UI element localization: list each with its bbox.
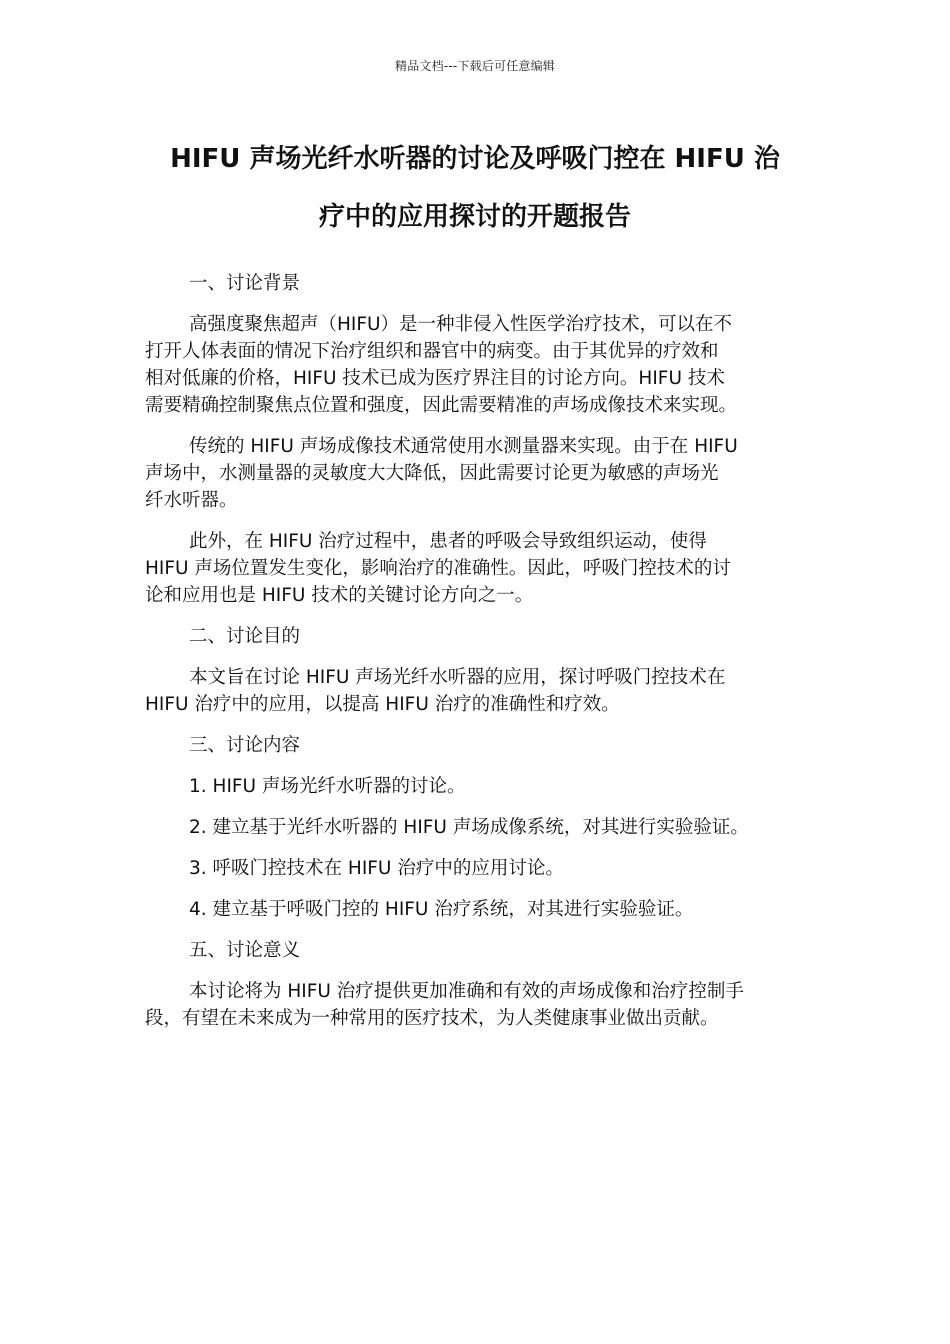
paragraph-hifu-intro: 高强度聚焦超声（HIFU）是一种非侵入性医学治疗技术，可以在不 打开人体表面的情况下治疗组织和器官中的病变。由于其优异的疗效和 相对低廉的价格，HIFU 技术已成为医疗界注目的讨论方向。HIFU 技术 需要精确控制聚焦点位置和强度，因此需要精准的声场成像技术来实现。 bbox=[145, 314, 738, 416]
paragraph-traditional-imaging: 传统的 HIFU 声场成像技术通常使用水测量器来实现。由于在 HIFU 声场中，水测量器的灵敏度大大降低，因此需要讨论更为敏感的声场光 纤水听器。 bbox=[145, 436, 738, 511]
document-title bbox=[150, 130, 800, 246]
list-item: 3. 呼吸门控技术在 HIFU 治疗中的应用讨论。 bbox=[189, 858, 564, 879]
paragraph-respiratory-gating: 此外，在 HIFU 治疗过程中，患者的呼吸会导致组织运动，使得 HIFU 声场位置发生变化，影响治疗的准确性。因此，呼吸门控技术的讨 论和应用也是 HIFU 技术的关键讨论方向之一。 bbox=[145, 531, 731, 606]
page-header: 精品文档---下载后可任意编辑 bbox=[395, 59, 555, 73]
title-line-2: 疗中的应用探讨的开题报告 bbox=[318, 202, 631, 232]
paragraph-purpose: 本文旨在讨论 HIFU 声场光纤水听器的应用，探讨呼吸门控技术在 HIFU 治疗中的应用，以提高 HIFU 治疗的准确性和疗效。 bbox=[145, 667, 726, 715]
list-item: 4. 建立基于呼吸门控的 HIFU 治疗系统，对其进行实验验证。 bbox=[189, 899, 694, 920]
title-line-1: HIFU 声场光纤水听器的讨论及呼吸门控在 HIFU 治 bbox=[170, 144, 780, 174]
section-heading-significance: 五、讨论意义 bbox=[189, 940, 301, 961]
paragraph-significance: 本讨论将为 HIFU 治疗提供更加准确和有效的声场成像和治疗控制手 段，有望在未来成为一种常用的医疗技术，为人类健康事业做出贡献。 bbox=[145, 981, 744, 1029]
section-heading-content: 三、讨论内容 bbox=[189, 735, 301, 756]
section-heading-purpose: 二、讨论目的 bbox=[189, 626, 301, 647]
section-heading-background: 一、讨论背景 bbox=[189, 273, 301, 294]
document-body bbox=[145, 270, 809, 1046]
list-item: 2. 建立基于光纤水听器的 HIFU 声场成像系统，对其进行实验验证。 bbox=[189, 817, 749, 838]
list-item: 1. HIFU 声场光纤水听器的讨论。 bbox=[189, 776, 466, 797]
